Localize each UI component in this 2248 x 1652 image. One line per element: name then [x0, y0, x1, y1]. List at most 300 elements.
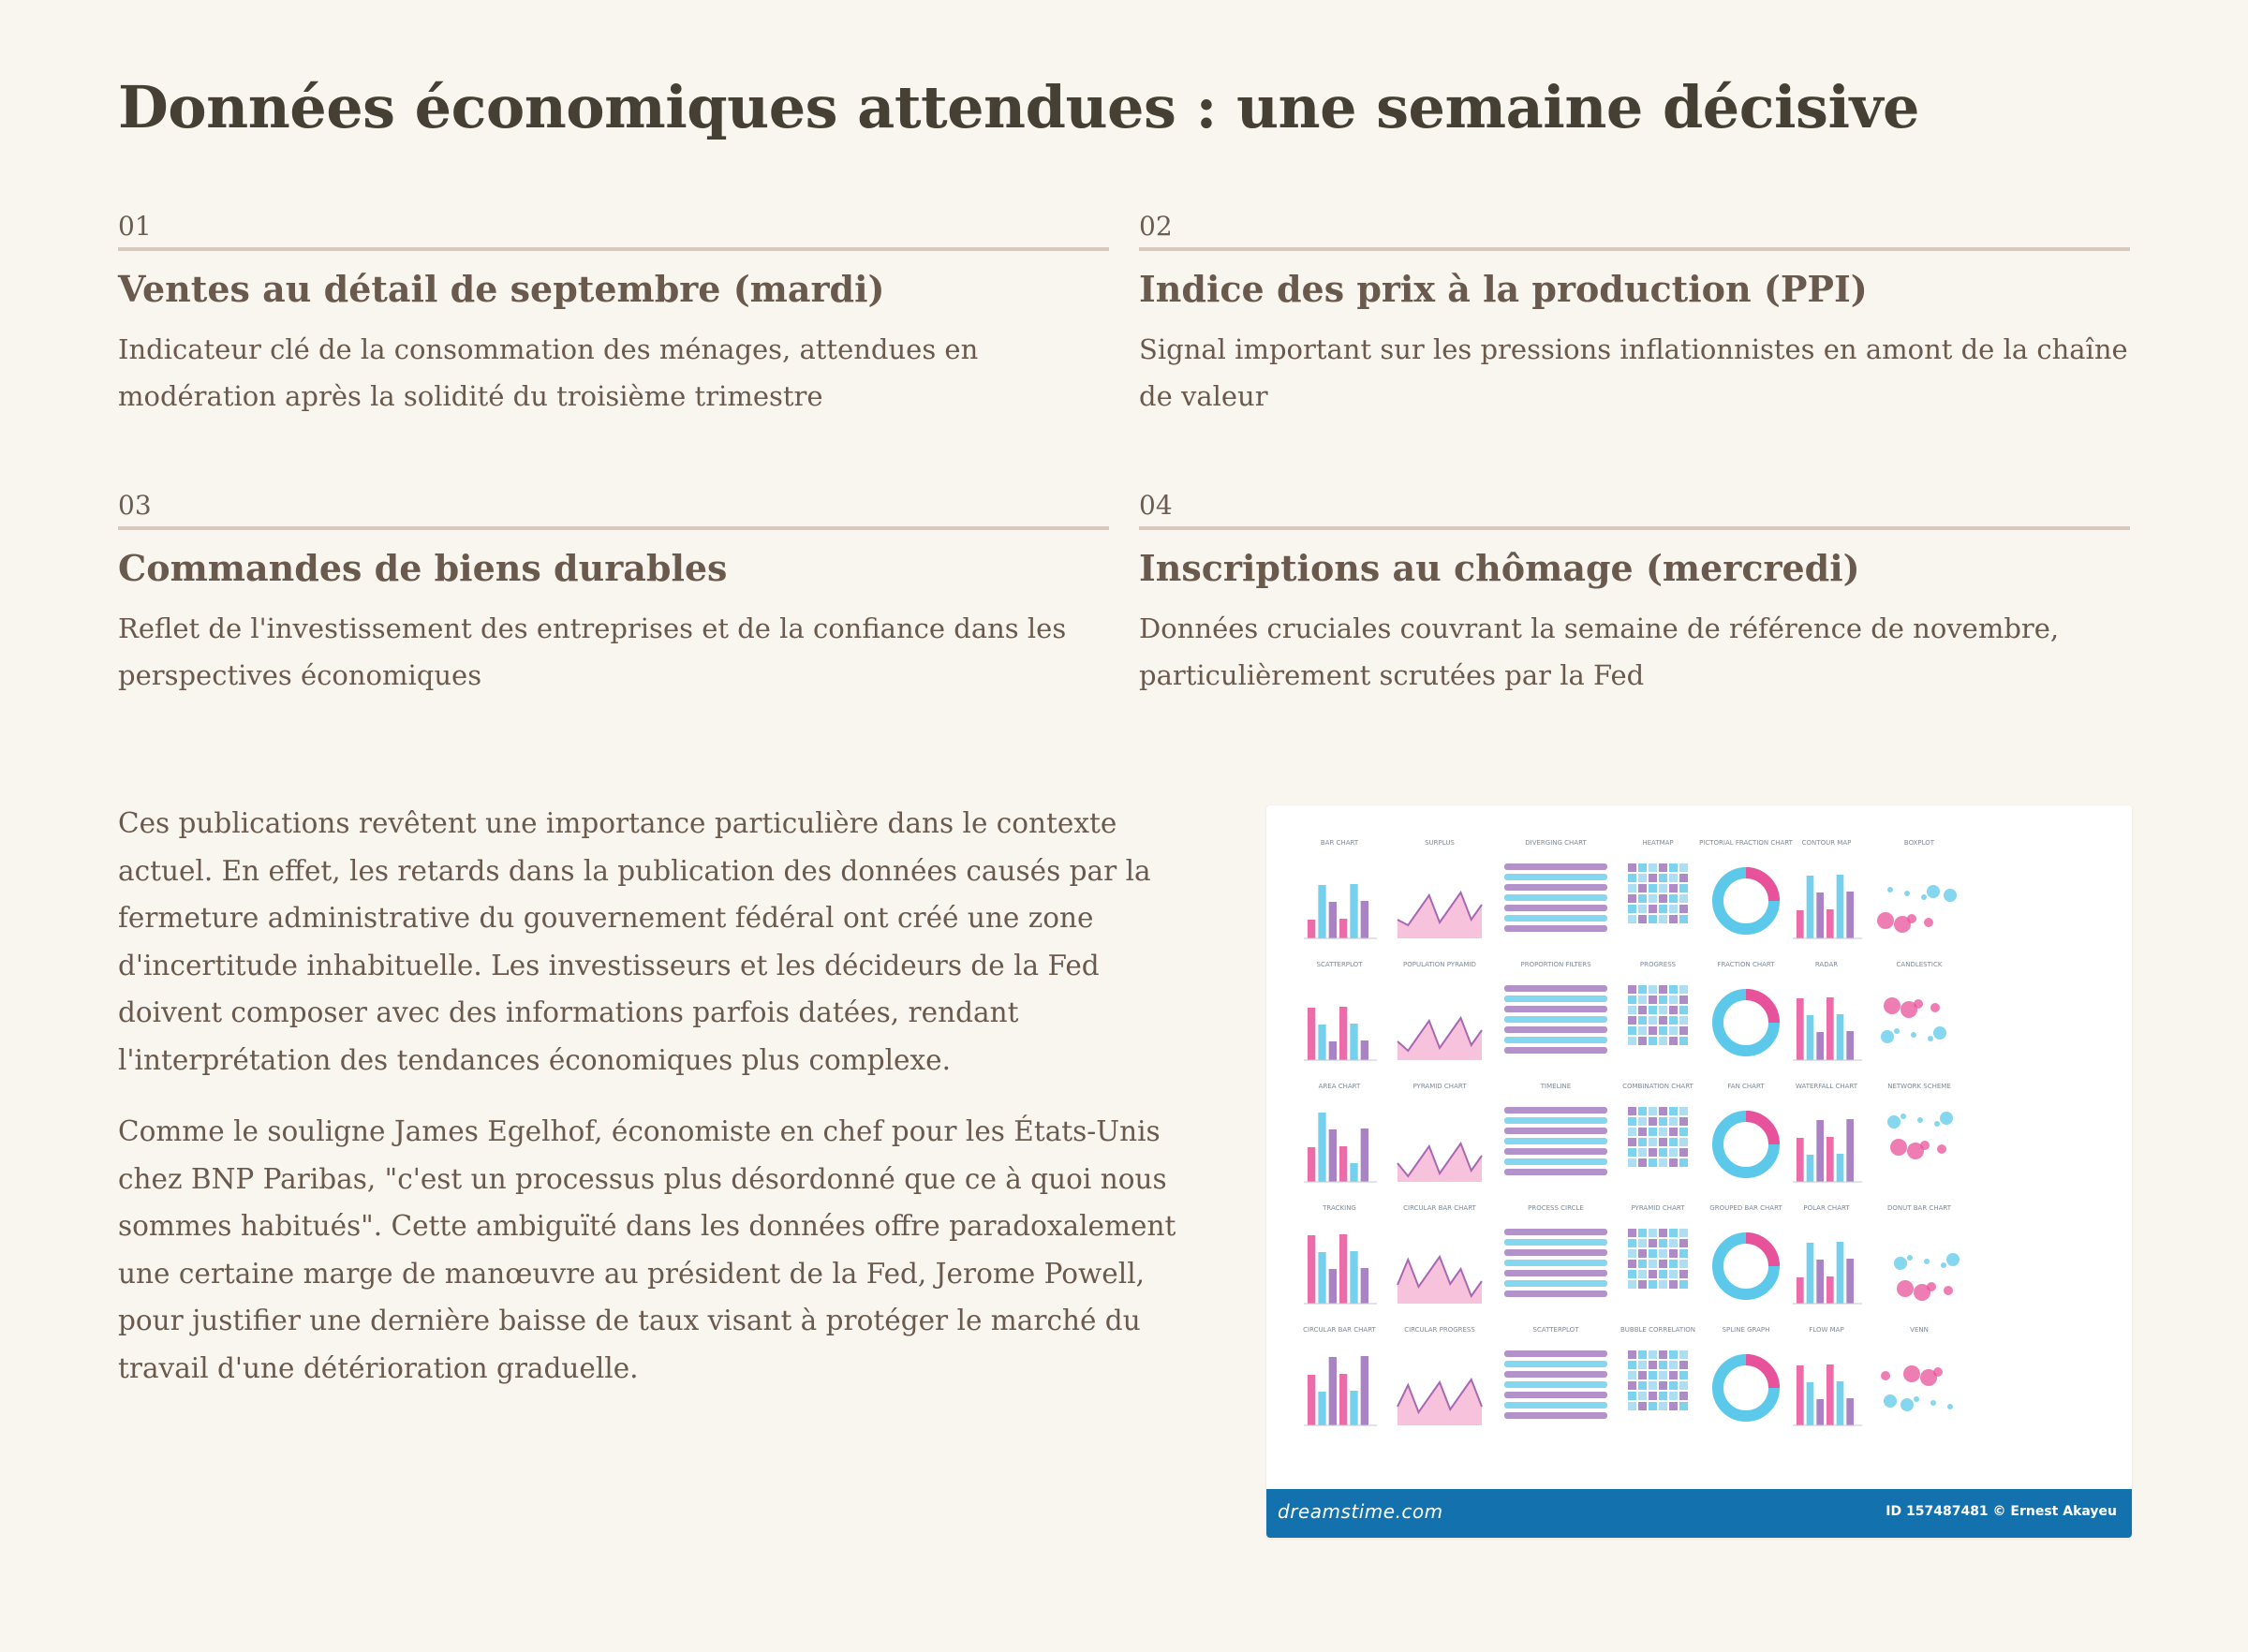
heatmap-cell — [1679, 1148, 1688, 1157]
chart-label: AREA CHART — [1318, 1083, 1361, 1090]
scatter-point — [1917, 1117, 1923, 1123]
chart-bar — [1308, 1235, 1315, 1304]
heatmap-cell — [1638, 1148, 1647, 1157]
chart-bar — [1504, 1412, 1607, 1419]
scatter-point — [1930, 1003, 1940, 1012]
heatmap-cell — [1659, 1128, 1667, 1136]
heatmap-cell — [1628, 1280, 1636, 1289]
chart-label: DIVERGING CHART — [1525, 839, 1587, 847]
scatter-point — [1934, 1121, 1940, 1127]
heatmap-cell — [1628, 894, 1636, 903]
heatmap-cell — [1679, 985, 1688, 994]
chart-bar — [1504, 1026, 1607, 1033]
donut-segment — [1746, 1360, 1774, 1388]
heatmap-cell — [1669, 1270, 1678, 1278]
heatmap-cell — [1679, 1371, 1688, 1379]
heatmap-cell — [1679, 894, 1688, 903]
scatter-point — [1877, 912, 1894, 929]
chart-bar — [1318, 885, 1325, 938]
heatmap-cell — [1638, 1128, 1647, 1136]
chart-bar — [1504, 1047, 1607, 1054]
chart-bar — [1807, 876, 1814, 938]
chart-bar — [1339, 1374, 1347, 1425]
chart-bar — [1504, 1037, 1607, 1043]
chart-bar — [1797, 1365, 1804, 1425]
heatmap-cell — [1638, 1117, 1647, 1126]
chart-bar — [1816, 1260, 1824, 1304]
chart-label: CIRCULAR BAR CHART — [1303, 1326, 1376, 1334]
heatmap-cell — [1659, 1371, 1667, 1379]
heatmap-cell — [1679, 1402, 1688, 1410]
heatmap-cell — [1638, 1006, 1647, 1014]
heatmap-cell — [1649, 1006, 1657, 1014]
heatmap-cell — [1628, 1158, 1636, 1167]
heatmap-cell — [1628, 915, 1636, 923]
chart-bar — [1339, 1007, 1347, 1060]
heatmap-cell — [1679, 996, 1688, 1004]
heatmap-cell — [1669, 1006, 1678, 1014]
chart-bar — [1350, 884, 1357, 938]
item-description: Données cruciales couvrant la semaine de référence de novembre, particulièrement scrutées par la Fed — [1139, 612, 2060, 691]
chart-label: CONTOUR MAP — [1801, 839, 1852, 847]
item-title: Inscriptions au chômage (mercredi) — [1139, 547, 1860, 589]
item-description: Signal important sur les pressions inflationnistes en amont de la chaîne de valeur — [1139, 333, 2128, 412]
heatmap-cell — [1638, 1158, 1647, 1167]
heatmap-cell — [1679, 905, 1688, 913]
heatmap-cell — [1649, 1350, 1657, 1359]
scatter-point — [1933, 1026, 1946, 1040]
heatmap-cell — [1649, 1280, 1657, 1289]
chart-label: DONUT BAR CHART — [1886, 1204, 1952, 1212]
heatmap-cell — [1659, 985, 1667, 994]
chart-bar — [1339, 1234, 1347, 1304]
heatmap-cell — [1638, 1392, 1647, 1400]
chart-bar — [1846, 1031, 1854, 1060]
chart-bar — [1504, 996, 1607, 1002]
heatmap-cell — [1659, 915, 1667, 923]
page-title: Données économiques attendues : une semaine décisive — [118, 73, 1919, 141]
heatmap-cell — [1649, 985, 1657, 994]
body-paragraph-2: Comme le souligne James Egelhof, économiste en chef pour les États-Unis chez BNP Paribas, "c'est un processus plus désordonné que ce à quoi nous sommes habitués". Cette ambiguïté dans les données offre paradoxalement une certaine marge de manœuvre au président de la Fed, Jerome Powell, pour justifier une dernière baisse de taux visant à protéger le marché du travail d'une détérioration graduelle. — [118, 1115, 1176, 1384]
chart-bar — [1504, 1402, 1607, 1409]
heatmap-cell — [1628, 884, 1636, 892]
heatmap-cell — [1659, 894, 1667, 903]
chart-bar — [1329, 1357, 1337, 1425]
donut-segment — [1746, 1116, 1774, 1144]
heatmap-cell — [1638, 884, 1647, 892]
heatmap-cell — [1679, 1117, 1688, 1126]
chart-bar — [1797, 1277, 1804, 1304]
heatmap-cell — [1669, 1117, 1678, 1126]
item-number: 01 — [118, 210, 1109, 251]
heatmap-cell — [1628, 905, 1636, 913]
chart-bar — [1308, 1375, 1315, 1425]
heatmap-cell — [1649, 1371, 1657, 1379]
heatmap-cell — [1628, 1239, 1636, 1247]
chart-bar — [1329, 1129, 1337, 1182]
heatmap-cell — [1679, 1229, 1688, 1237]
chart-label: PICTORIAL FRACTION CHART — [1699, 839, 1793, 847]
heatmap-cell — [1669, 1026, 1678, 1035]
scatter-point — [1907, 1255, 1913, 1261]
scatter-point — [1937, 1144, 1946, 1154]
chart-bar — [1826, 1364, 1834, 1425]
chart-bar — [1504, 925, 1607, 932]
heatmap-cell — [1659, 1138, 1667, 1146]
chart-bar — [1504, 1229, 1607, 1235]
scatter-point — [1944, 1286, 1953, 1295]
chart-bar — [1350, 1251, 1357, 1304]
heatmap-cell — [1649, 915, 1657, 923]
heatmap-cell — [1659, 1280, 1667, 1289]
chart-bar — [1504, 1260, 1607, 1266]
chart-label: BOXPLOT — [1903, 839, 1935, 847]
chart-bar — [1504, 1006, 1607, 1012]
heatmap-cell — [1679, 1138, 1688, 1146]
chart-bar — [1807, 1015, 1814, 1060]
chart-label: BUBBLE CORRELATION — [1619, 1326, 1696, 1334]
chart-label: FRACTION CHART — [1717, 961, 1775, 968]
chart-label: TRACKING — [1323, 1204, 1356, 1212]
heatmap-cell — [1679, 1158, 1688, 1167]
item-3 — [118, 489, 1109, 699]
heatmap-cell — [1669, 1107, 1678, 1115]
heatmap-cell — [1669, 1148, 1678, 1157]
chart-bar — [1504, 1280, 1607, 1287]
heatmap-cell — [1628, 874, 1636, 882]
chart-bar — [1361, 1356, 1368, 1425]
chart-label: COMBINATION CHART — [1622, 1083, 1693, 1090]
heatmap-cell — [1669, 874, 1678, 882]
heatmap-cell — [1638, 1239, 1647, 1247]
heatmap-cell — [1638, 874, 1647, 882]
chart-bar — [1826, 909, 1834, 938]
chart-bar — [1837, 875, 1844, 938]
heatmap-cell — [1659, 1016, 1667, 1025]
chart-bar — [1504, 1158, 1607, 1165]
heatmap-cell — [1649, 1026, 1657, 1035]
heatmap-cell — [1649, 1158, 1657, 1167]
chart-label: HEATMAP — [1642, 839, 1674, 847]
chart-bar — [1361, 1268, 1368, 1304]
heatmap-cell — [1649, 1128, 1657, 1136]
heatmap-cell — [1669, 1138, 1678, 1146]
heatmap-cell — [1659, 1270, 1667, 1278]
chart-bar — [1807, 1155, 1814, 1182]
scatter-point — [1881, 1371, 1890, 1380]
heatmap-cell — [1659, 1381, 1667, 1390]
heatmap-cell — [1638, 985, 1647, 994]
heatmap-cell — [1628, 1107, 1636, 1115]
heatmap-cell — [1638, 1229, 1647, 1237]
heatmap-cell — [1669, 1381, 1678, 1390]
chart-label: FAN CHART — [1727, 1083, 1765, 1090]
scatter-point — [1884, 1394, 1897, 1408]
heatmap-cell — [1638, 1361, 1647, 1369]
heatmap-cell — [1659, 1158, 1667, 1167]
chart-bar — [1504, 985, 1607, 992]
item-1 — [118, 210, 1109, 420]
chart-bar — [1504, 1392, 1607, 1398]
scatter-point — [1894, 1257, 1907, 1270]
heatmap-cell — [1649, 1037, 1657, 1045]
chart-bar — [1837, 1381, 1844, 1425]
chart-bar — [1361, 1128, 1368, 1182]
scatter-point — [1903, 1365, 1920, 1382]
image-footer — [1266, 1489, 2132, 1538]
scatter-point — [1924, 1259, 1930, 1264]
heatmap-cell — [1669, 1037, 1678, 1045]
heatmap-cell — [1649, 1117, 1657, 1126]
scatter-point — [1924, 918, 1933, 927]
heatmap-cell — [1649, 1016, 1657, 1025]
chart-bar — [1308, 920, 1315, 938]
heatmap-cell — [1669, 1239, 1678, 1247]
heatmap-cell — [1679, 1381, 1688, 1390]
heatmap-cell — [1649, 874, 1657, 882]
chart-bar — [1361, 901, 1368, 938]
chart-bar — [1807, 1382, 1814, 1425]
heatmap-cell — [1638, 915, 1647, 923]
heatmap-cell — [1669, 1158, 1678, 1167]
heatmap-cell — [1638, 894, 1647, 903]
chart-label: PYRAMID CHART — [1631, 1204, 1685, 1212]
chart-bar — [1797, 910, 1804, 938]
item-number: 04 — [1139, 489, 2130, 530]
heatmap-cell — [1659, 1249, 1667, 1258]
heatmap-cell — [1649, 1270, 1657, 1278]
item-description: Reflet de l'investissement des entreprises et de la confiance dans les perspectives économiques — [118, 612, 1067, 691]
heatmap-cell — [1628, 1016, 1636, 1025]
heatmap-cell — [1649, 863, 1657, 872]
chart-bar — [1329, 1269, 1337, 1304]
scatter-point — [1927, 885, 1940, 898]
heatmap-cell — [1628, 1026, 1636, 1035]
scatter-point — [1890, 1139, 1907, 1156]
item-title: Commandes de biens durables — [118, 547, 728, 589]
scatter-point — [1900, 1398, 1914, 1411]
heatmap-cell — [1638, 905, 1647, 913]
chart-label: NETWORK SCHEME — [1887, 1083, 1951, 1090]
heatmap-cell — [1628, 1148, 1636, 1157]
heatmap-cell — [1628, 1361, 1636, 1369]
item-title: Indice des prix à la production (PPI) — [1139, 268, 1868, 310]
chart-bar — [1504, 1169, 1607, 1175]
chart-bar — [1826, 1137, 1834, 1182]
chart-label: CIRCULAR BAR CHART — [1403, 1204, 1476, 1212]
chart-bar — [1816, 1032, 1824, 1060]
chart-bar — [1350, 1163, 1357, 1182]
heatmap-cell — [1649, 1361, 1657, 1369]
scatter-point — [1900, 1114, 1906, 1119]
heatmap-cell — [1679, 1239, 1688, 1247]
heatmap-cell — [1638, 863, 1647, 872]
heatmap-cell — [1659, 863, 1667, 872]
scatter-point — [1940, 1112, 1953, 1125]
heatmap-cell — [1679, 1280, 1688, 1289]
heatmap-cell — [1638, 1381, 1647, 1390]
donut-segment — [1746, 995, 1774, 1023]
heatmap-cell — [1669, 985, 1678, 994]
item-4 — [1139, 489, 2130, 699]
scatter-point — [1914, 1396, 1919, 1402]
chart-bar — [1504, 1270, 1607, 1276]
heatmap-cell — [1649, 1260, 1657, 1268]
heatmap-cell — [1638, 1138, 1647, 1146]
chart-bar — [1504, 1350, 1607, 1357]
heatmap-cell — [1679, 1361, 1688, 1369]
heatmap-cell — [1628, 1371, 1636, 1379]
chart-label: PROCESS CIRCLE — [1528, 1204, 1584, 1212]
heatmap-cell — [1659, 1117, 1667, 1126]
heatmap-cell — [1649, 1402, 1657, 1410]
chart-label: POPULATION PYRAMID — [1403, 961, 1476, 968]
heatmap-cell — [1669, 1361, 1678, 1369]
heatmap-cell — [1679, 1006, 1688, 1014]
heatmap-cell — [1679, 1016, 1688, 1025]
heatmap-cell — [1669, 1229, 1678, 1237]
heatmap-cell — [1638, 1037, 1647, 1045]
heatmap-cell — [1669, 1016, 1678, 1025]
heatmap-cell — [1649, 1229, 1657, 1237]
heatmap-cell — [1649, 1107, 1657, 1115]
chart-bar — [1329, 1041, 1337, 1060]
chart-bar — [1504, 1239, 1607, 1246]
heatmap-cell — [1638, 1280, 1647, 1289]
scatter-point — [1887, 1115, 1900, 1128]
heatmap-cell — [1659, 1239, 1667, 1247]
heatmap-cell — [1669, 1392, 1678, 1400]
image-credit: ID 157487481 © Ernest Akayeu — [1886, 1504, 2117, 1519]
heatmap-cell — [1679, 1260, 1688, 1268]
heatmap-cell — [1659, 996, 1667, 1004]
chart-bar — [1350, 1391, 1357, 1425]
image-logo: dreamstime.com — [1278, 1500, 1443, 1523]
item-title: Ventes au détail de septembre (mardi) — [118, 268, 885, 310]
heatmap-cell — [1659, 1006, 1667, 1014]
scatter-point — [1941, 1262, 1946, 1268]
chart-label: TIMELINE — [1540, 1083, 1572, 1090]
chart-label: CANDLESTICK — [1896, 961, 1943, 968]
heatmap-cell — [1628, 1037, 1636, 1045]
heatmap-cell — [1649, 884, 1657, 892]
chart-bar — [1504, 1117, 1607, 1124]
chart-bar — [1816, 1399, 1824, 1425]
chart-bar — [1846, 1259, 1854, 1304]
heatmap-cell — [1659, 905, 1667, 913]
heatmap-cell — [1649, 996, 1657, 1004]
heatmap-cell — [1628, 1260, 1636, 1268]
heatmap-cell — [1638, 1371, 1647, 1379]
infographic-charts — [1266, 805, 2132, 1489]
heatmap-cell — [1628, 1117, 1636, 1126]
heatmap-cell — [1669, 884, 1678, 892]
heatmap-cell — [1669, 1249, 1678, 1258]
chart-bar — [1846, 1398, 1854, 1425]
heatmap-cell — [1649, 1138, 1657, 1146]
heatmap-cell — [1638, 1270, 1647, 1278]
item-number: 03 — [118, 489, 1109, 530]
body-text — [118, 800, 1186, 1416]
chart-bar — [1504, 894, 1607, 901]
heatmap-cell — [1628, 985, 1636, 994]
heatmap-cell — [1628, 1402, 1636, 1410]
chart-bar — [1837, 1242, 1844, 1304]
heatmap-cell — [1638, 1402, 1647, 1410]
heatmap-cell — [1638, 1249, 1647, 1258]
heatmap-cell — [1628, 1350, 1636, 1359]
chart-bar — [1846, 892, 1854, 938]
chart-bar — [1318, 1392, 1325, 1425]
heatmap-cell — [1679, 1128, 1688, 1136]
chart-bar — [1816, 892, 1824, 938]
heatmap-cell — [1679, 863, 1688, 872]
chart-bar — [1797, 1138, 1804, 1182]
heatmap-cell — [1679, 1392, 1688, 1400]
heatmap-cell — [1638, 1260, 1647, 1268]
chart-label: POLAR CHART — [1803, 1204, 1850, 1212]
heatmap-cell — [1669, 1280, 1678, 1289]
chart-bar — [1350, 1024, 1357, 1060]
chart-bar — [1826, 1276, 1834, 1304]
chart-label: GROUPED BAR CHART — [1709, 1204, 1782, 1212]
heatmap-cell — [1679, 1107, 1688, 1115]
heatmap-cell — [1659, 884, 1667, 892]
chart-label: SCATTERPLOT — [1316, 961, 1363, 968]
heatmap-cell — [1649, 1381, 1657, 1390]
chart-label: SCATTERPLOT — [1532, 1326, 1579, 1334]
scatter-point — [1907, 1143, 1924, 1159]
chart-label: RADAR — [1814, 961, 1839, 968]
chart-bar — [1504, 1371, 1607, 1378]
chart-bar — [1361, 1040, 1368, 1060]
heatmap-cell — [1679, 1270, 1688, 1278]
chart-bar — [1504, 1148, 1607, 1155]
chart-label: VENN — [1910, 1326, 1929, 1334]
heatmap-cell — [1628, 1229, 1636, 1237]
heatmap-cell — [1628, 1128, 1636, 1136]
heatmap-cell — [1649, 1239, 1657, 1247]
heatmap-cell — [1628, 1138, 1636, 1146]
chart-label: SURPLUS — [1425, 839, 1455, 847]
chart-label: FLOW MAP — [1809, 1326, 1844, 1334]
scatter-point — [1897, 1280, 1914, 1297]
chart-bar — [1504, 1361, 1607, 1367]
heatmap-cell — [1669, 863, 1678, 872]
item-number: 02 — [1139, 210, 2130, 251]
heatmap-cell — [1669, 915, 1678, 923]
chart-bar — [1846, 1119, 1854, 1182]
chart-bar — [1807, 1243, 1814, 1304]
chart-bar — [1318, 1113, 1325, 1182]
chart-bar — [1318, 1025, 1325, 1060]
item-2 — [1139, 210, 2130, 420]
heatmap-cell — [1628, 863, 1636, 872]
heatmap-cell — [1649, 1148, 1657, 1157]
chart-label: CIRCULAR PROGRESS — [1404, 1326, 1475, 1334]
heatmap-cell — [1638, 1016, 1647, 1025]
heatmap-cell — [1649, 1249, 1657, 1258]
scatter-point — [1904, 891, 1910, 896]
chart-bar — [1837, 1014, 1844, 1060]
chart-label: BAR CHART — [1320, 839, 1359, 847]
chart-bar — [1504, 1128, 1607, 1134]
heatmap-cell — [1669, 1128, 1678, 1136]
heatmap-cell — [1669, 1350, 1678, 1359]
heatmap-cell — [1669, 1402, 1678, 1410]
heatmap-cell — [1669, 996, 1678, 1004]
heatmap-cell — [1659, 874, 1667, 882]
